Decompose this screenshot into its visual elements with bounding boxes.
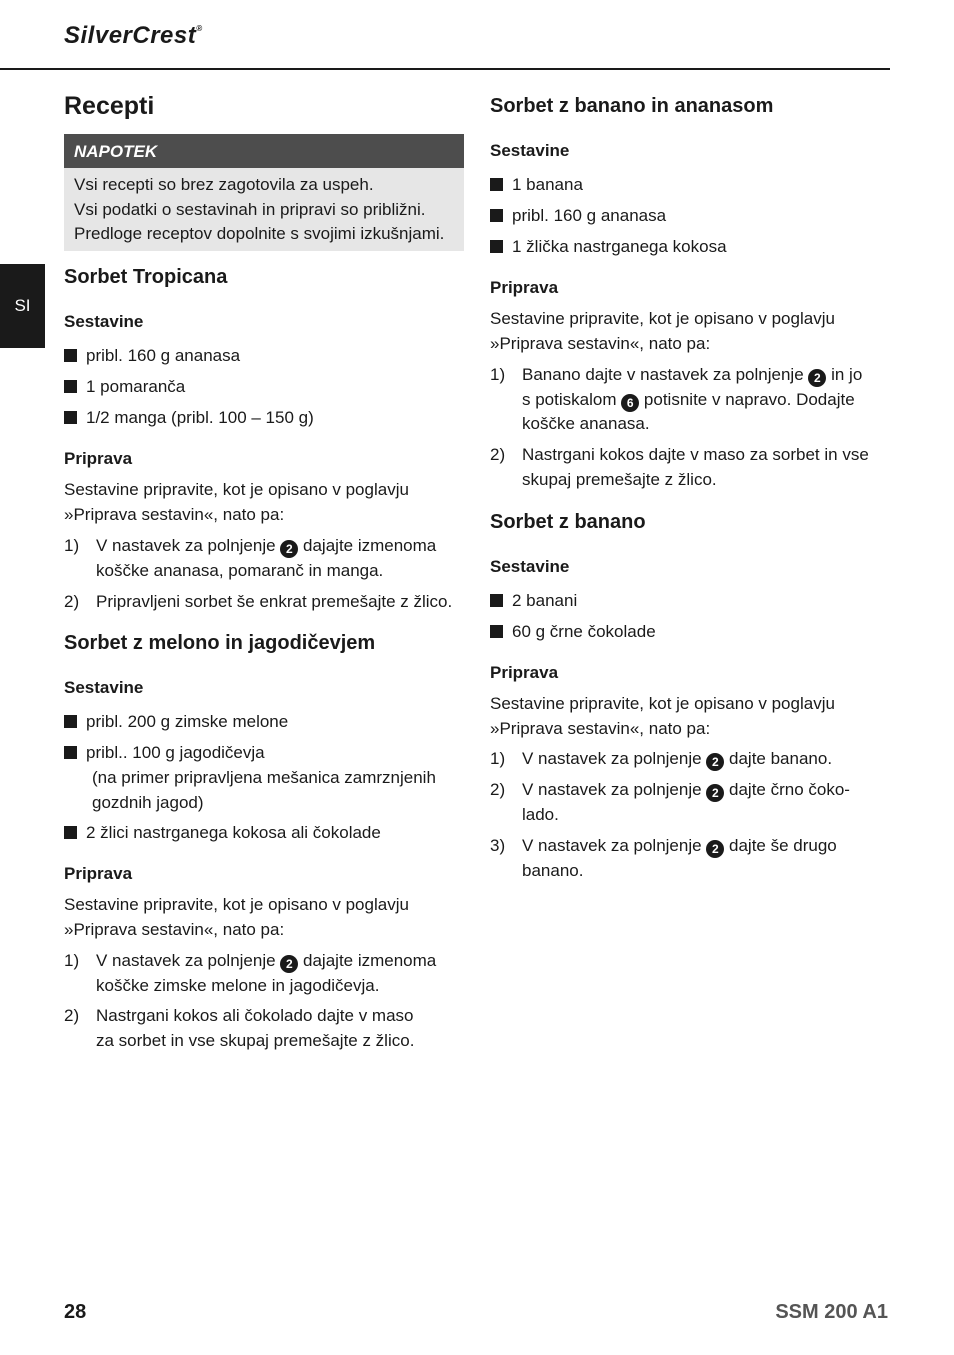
ingredient-item: 2 banani: [490, 589, 577, 614]
prep-step: 1) V nastavek za polnjenje 2 dajte banano.: [490, 749, 833, 769]
bullet-square-icon: [490, 594, 503, 607]
note-line: Vsi recepti so brez zagotovila za uspeh.: [74, 175, 374, 194]
prep-heading: Priprava: [64, 449, 133, 468]
prep-intro: Sestavine pripravite, kot je opisano v poglavju »Priprava sestavin«, nato pa:: [64, 895, 409, 939]
bullet-square-icon: [64, 715, 77, 728]
prep-intro: Sestavine pripravite, kot je opisano v poglavju »Priprava sestavin«, nato pa:: [490, 309, 835, 353]
page-header: [0, 0, 890, 70]
recipe-title-tropicana: Sorbet Tropicana: [64, 266, 228, 288]
prep-heading: Priprava: [64, 864, 133, 883]
prep-step: 1) Banano dajte v nastavek za polnjenje 2 in jo s potiskalom 6 potisnite v napravo. Dodajte koščke ananasa.: [490, 365, 863, 433]
page-number: 28: [64, 1301, 87, 1323]
part-2-icon: 2: [280, 955, 298, 973]
prep-step: 2) Nastrgani kokos dajte v maso za sorbet in vse skupaj premešajte z žlico.: [490, 445, 869, 489]
ingredient-item: 60 g črne čokolade: [490, 620, 656, 645]
prep-intro: Sestavine pripravite, kot je opisano v poglavju »Priprava sestavin«, nato pa:: [64, 480, 409, 524]
note-body: [64, 168, 464, 251]
prep-step: 1) V nastavek za polnjenje 2 dajajte izmenoma koščke zimske melone in jagodičevja.: [64, 951, 437, 995]
bullet-square-icon: [64, 349, 77, 362]
bullet-square-icon: [64, 411, 77, 424]
language-tab: SI: [0, 264, 45, 348]
ingredients-heading: Sestavine: [64, 678, 144, 697]
ingredient-item: pribl. 200 g zimske melone: [64, 710, 288, 735]
note-line: Vsi podatki o sestavinah in pripravi so približni.: [74, 199, 426, 219]
ingredient-item: 1 banana: [490, 173, 583, 198]
ingredients-heading: Sestavine: [490, 141, 570, 160]
bullet-square-icon: [490, 209, 503, 222]
bullet-square-icon: [490, 240, 503, 253]
ingredients-heading: Sestavine: [64, 312, 144, 331]
ingredient-item: pribl.. 100 g jagodičevja: [64, 741, 265, 766]
bullet-square-icon: [64, 380, 77, 393]
note-line: Predloge receptov dopolnite s svojimi izkušnjami.: [74, 224, 445, 243]
ingredient-item: 1/2 manga (pribl. 100 – 150 g): [64, 406, 314, 431]
ingredient-item: 2 žlici nastrganega kokosa ali čokolade: [64, 821, 381, 846]
prep-step: 1) V nastavek za polnjenje 2 dajajte izmenoma koščke ananasa, pomaranč in manga.: [64, 536, 437, 580]
model-number: SSM 200 A1: [775, 1301, 888, 1323]
ingredient-item: 1 žlička nastrganega kokosa: [490, 235, 727, 260]
bullet-square-icon: [490, 178, 503, 191]
note-label: NAPOTEK: [64, 134, 464, 168]
note-box: [64, 134, 464, 251]
bullet-square-icon: [64, 826, 77, 839]
ingredient-item: pribl. 160 g ananasa: [490, 204, 666, 229]
prep-intro: Sestavine pripravite, kot je opisano v poglavju »Priprava sestavin«, nato pa:: [490, 694, 835, 738]
prep-heading: Priprava: [490, 663, 559, 682]
bullet-square-icon: [64, 746, 77, 759]
prep-step: 3) V nastavek za polnjenje 2 dajte še drugo banano.: [490, 836, 837, 880]
part-2-icon: 2: [706, 753, 724, 771]
part-2-icon: 2: [706, 840, 724, 858]
brand-logo: SilverCrest®: [64, 22, 203, 49]
part-2-icon: 2: [280, 540, 298, 558]
page-title: Recepti: [64, 92, 155, 120]
prep-step: 2) Pripravljeni sorbet še enkrat premešajte z žlico.: [64, 592, 453, 611]
bullet-square-icon: [490, 625, 503, 638]
recipe-title-melon: Sorbet z melono in jagodičevjem: [64, 632, 376, 654]
part-2-icon: 2: [706, 784, 724, 802]
part-2-icon: 2: [808, 369, 826, 387]
ingredients-heading: Sestavine: [490, 557, 570, 576]
recipe-title-banana: Sorbet z banano: [490, 511, 646, 533]
part-6-icon: 6: [621, 394, 639, 412]
ingredient-item: pribl. 160 g ananasa: [64, 344, 240, 369]
ingredient-item: 1 pomaranča: [64, 375, 185, 400]
prep-step: 2) V nastavek za polnjenje 2 dajte črno čoko- lado.: [490, 780, 850, 824]
ingredient-note: (na primer pripravljena mešanica zamrznjenih gozdnih jagod): [92, 768, 436, 812]
prep-step: 2) Nastrgani kokos ali čokolado dajte v maso za sorbet in vse skupaj premešajte z žlico.: [64, 1006, 415, 1050]
recipe-title-banana-pineapple: Sorbet z banano in ananasom: [490, 95, 774, 117]
prep-heading: Priprava: [490, 278, 559, 297]
